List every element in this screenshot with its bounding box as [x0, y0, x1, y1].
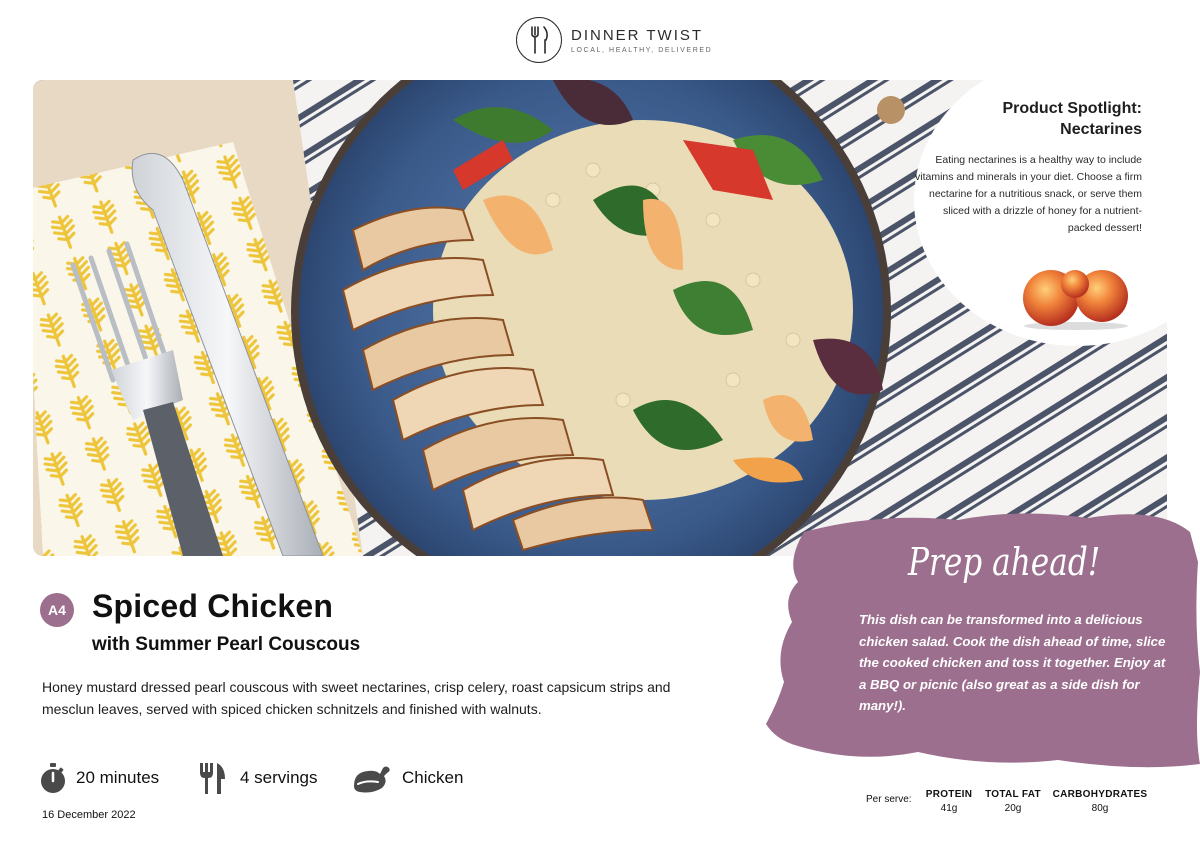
recipe-title: Spiced Chicken: [92, 588, 334, 624]
brand-tagline: LOCAL, HEALTHY, DELIVERED: [571, 46, 713, 54]
protein-label: Chicken: [402, 768, 464, 787]
nutrition-carbohydrates: [1050, 789, 1150, 814]
brand-name: DINNER TWIST: [571, 26, 704, 44]
nutrition-label: CARBOHYDRATES: [1052, 789, 1148, 800]
stopwatch-icon: [40, 762, 66, 794]
servings-label: 4 servings: [240, 768, 318, 787]
nutrition-value: 80g: [1091, 803, 1109, 814]
recipe-date: 16 December 2022: [42, 809, 136, 821]
nutrition-label: PROTEIN: [925, 789, 973, 800]
brand-logo: [516, 16, 712, 64]
recipe-description: Honey mustard dressed pearl couscous with sweet nectarines, crisp celery, roast capsicum strips and mesclun leaves, served with spiced chicken schnitzels and finished with walnuts.: [42, 679, 671, 717]
meta-time: [40, 758, 159, 798]
time-label: 20 minutes: [76, 768, 160, 787]
cutlery-icon: [198, 761, 226, 795]
recipe-code-badge: A4: [40, 593, 74, 627]
recipe-subtitle: with Summer Pearl Couscous: [92, 634, 361, 655]
nutrition-fat: [984, 789, 1042, 814]
chicken-icon: [352, 762, 392, 794]
spotlight-title: Product Spotlight: Nectarines: [1002, 100, 1142, 138]
fork-knife-logo-icon: [516, 17, 562, 63]
prep-ahead-body: This dish can be transformed into a delicious chicken salad. Cook the dish ahead of time, slice the cooked chicken and toss it together. Enjoy at a BBQ or picnic (also great as a side dish for many!).: [859, 612, 1166, 713]
nutrition-protein: [924, 789, 974, 814]
prep-ahead-title: Prep ahead!: [908, 540, 1101, 584]
meta-protein: [352, 758, 463, 798]
meta-servings: [198, 758, 317, 798]
nutrition-value: 20g: [1004, 803, 1022, 814]
per-serve-label: Per serve:: [866, 794, 912, 805]
nutrition-label: TOTAL FAT: [985, 789, 1041, 800]
nutrition-value: 41g: [940, 803, 958, 814]
spotlight-body: Eating nectarines is a healthy way to include vitamins and minerals in your diet. Choose a firm nectarine for a nutritious snack, or serve them sliced with a drizzle of honey for a nutrient-packed dessert!: [914, 154, 1142, 234]
nectarines-image: [1018, 262, 1134, 330]
